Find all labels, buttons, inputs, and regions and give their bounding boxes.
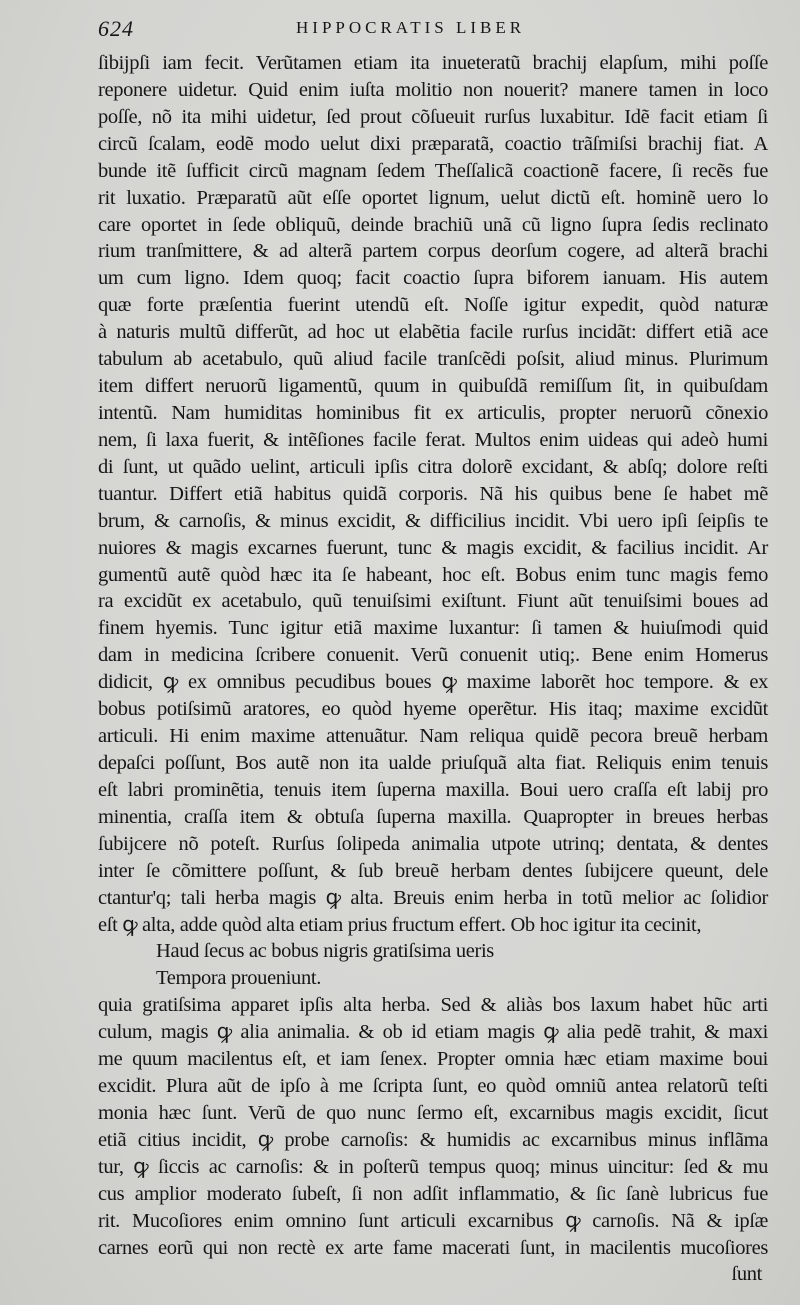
text-line: rit. Mucoſiores enim omnino ſunt articuli excarnibus ꝙ carnoſis. Nã & ipſæ (98, 1209, 768, 1232)
text-line: à naturis multũ differũt, ad hoc ut elabẽtia facile rurſus incidãt: differt etiã ace (98, 321, 768, 344)
text-line: eſt ꝙ alta, adde quòd alta etiam prius fructum effert. Ob hoc igitur ita cecinit, (98, 913, 702, 936)
text-line: di ſunt, ut quãdo uelint, articuli ipſis citra dolorẽ excidant, & abſq; dolore reſti (98, 455, 768, 478)
catchword: ſunt (731, 1263, 762, 1286)
text-line: carnes eorũ qui non rectè ex arte fame macerati ſunt, in macilentis mucoſiores (98, 1236, 768, 1259)
verse-line: Tempora proueniunt. (156, 967, 321, 990)
text-line: gumentũ autẽ quòd hæc ita ſe habeant, hoc eſt. Bobus enim tunc magis femo (98, 563, 768, 586)
text-line: minentia, craſſa item & obtuſa ſuperna maxilla. Quapropter in breues herbas (98, 805, 768, 828)
text-line: rit luxatio. Præparatũ aũt eſſe oportet lignum, uelut dictũ eſt. hominẽ uero lo (98, 186, 768, 209)
body-text (98, 50, 768, 1288)
text-line: rium tranſmittere, & ad alterã partem corpus deorſum cogere, ad alterã brachi (98, 240, 768, 263)
running-title: HIPPOCRATIS LIBER (296, 18, 526, 37)
text-line: etiã citius incidit, ꝙ probe carnoſis: & humidis ac excarnibus minus inflãma (98, 1128, 768, 1151)
text-line: dam in medicina ſcribere conuenit. Verũ conuenit utiq;. Bene enim Homerus (98, 644, 768, 667)
text-line: tur, ꝙ ſiccis ac carnoſis: & in poſterũ tempus quoq; minus uincitur: ſed & mu (98, 1155, 768, 1178)
text-line: bobus potiſsimũ aratores, eo quòd hyeme operẽtur. His itaq; maxime excidũt (98, 698, 768, 721)
text-line: inter ſe cõmittere poſſunt, & ſub breuẽ herbam dentes ſubijcere queunt, dele (98, 859, 768, 882)
text-line: care oportet in ſede obliquũ, deinde brachiũ unã cũ ligno ſupra ſedis reclinato (98, 213, 768, 236)
text-line: item differt neruorũ ligamentũ, quum in quibuſdã remiſſum ſit, in quibuſdam (98, 375, 768, 398)
text-line: quia gratiſsima apparet ipſis alta herba. Sed & aliàs bos laxum habet hũc arti (98, 994, 768, 1017)
text-line: excidit. Plura aũt de ipſo à me ſcripta ſunt, eo quòd omniũ antea relatorũ teſti (98, 1075, 768, 1098)
text-line: nuiores & magis excarnes fuerunt, tunc & magis excidit, & facilius incidit. Ar (98, 536, 768, 559)
text-line: articuli. Hi enim maxime attenuãtur. Nam reliqua quidẽ pecora breuẽ herbam (98, 725, 768, 748)
text-line: brum, & carnoſis, & minus excidit, & difficilius incidit. Vbi uero ipſi ſeipſis te (98, 509, 768, 532)
text-line: ra excidũt ex acetabulo, quũ tenuiſsimi exiſtunt. Fiunt aũt tenuiſsimi boues ad (98, 590, 768, 613)
text-line: tuantur. Differt etiã habitus quidã corporis. Nã his quibus bene ſe habet mẽ (98, 482, 768, 505)
text-line: cus amplior moderato ſubeſt, ſi non adſit inflammatio, & ſic ſanè lubricus fue (98, 1182, 768, 1205)
text-line: poſſe, nõ ita mihi uidetur, ſed prout cõſueuit rurſus luxabitur. Idẽ facit etiam ſi (98, 105, 768, 128)
text-line: ctantur'q; tali herba magis ꝙ alta. Breuis enim herba in totũ melior ac ſolidior (98, 886, 768, 909)
text-line: intentũ. Nam humiditas hominibus fit ex articulis, propter neruorũ cõnexio (98, 401, 768, 424)
text-line: ſubijcere nõ poteſt. Rurſus ſolipeda animalia utpote utrinq; dentata, & dentes (98, 832, 768, 855)
page-number: 624 (98, 16, 134, 41)
text-line: me quum macilentus eſt, et iam ſenex. Propter omnia hæc etiam maxime boui (98, 1048, 768, 1071)
text-line: ſibijpſi iam fecit. Verũtamen etiam ita inueteratũ brachij elapſum, mihi poſſe (98, 52, 768, 74)
text-line: um cum ligno. Idem quoq; facit coactio ſupra biforem ianuam. His autem (98, 267, 768, 290)
text-line: bunde itẽ ſufficit circũ magnam ſedem Theſſalicã coactionẽ facere, ſi recẽs fue (98, 159, 768, 182)
text-line: didicit, ꝙ ex omnibus pecudibus boues ꝙ maxime laborẽt hoc tempore. & ex (98, 671, 768, 694)
text-line: nem, ſi laxa fuerit, & intẽſiones facile ferat. Multos enim uideas qui adeò humi (98, 428, 768, 451)
text-line: reponere uidetur. Quid enim iuſta molitio non nouerit? manere tamen in loco (98, 78, 768, 101)
verse-line: Haud ſecus ac bobus nigris gratiſsima ueris (156, 940, 494, 963)
text-line: culum, magis ꝙ alia animalia. & ob id etiam magis ꝙ alia pedẽ trahit, & maxi (98, 1021, 768, 1044)
page-header (98, 16, 758, 46)
text-line: circũ ſcalam, eodẽ modo uelut dixi præparatã, coactio trãſmiſsi brachij fiat. A (98, 132, 768, 155)
text-line: quæ forte præſentia fuerint utendũ eſt. Noſſe igitur expedit, quòd naturæ (98, 294, 768, 317)
text-line: finem hyemis. Tunc igitur etiã maxime luxantur: ſi tamen & huiuſmodi quid (98, 617, 768, 640)
text-line: monia hæc ſunt. Verũ de quo nunc ſermo eſt, excarnibus magis excidit, ſicut (98, 1101, 768, 1124)
text-line: eſt labri prominẽtia, tenuis item ſuperna maxilla. Boui uero craſſa eſt labij pro (98, 778, 768, 801)
text-line: depaſci poſſunt, Bos autẽ non ita ualde priuſquã alta fiat. Reliquis enim tenuis (98, 751, 768, 774)
text-line: tabulum ab acetabulo, quũ aliud facile tranſcẽdi poſsit, aliud minus. Plurimum (98, 348, 768, 371)
